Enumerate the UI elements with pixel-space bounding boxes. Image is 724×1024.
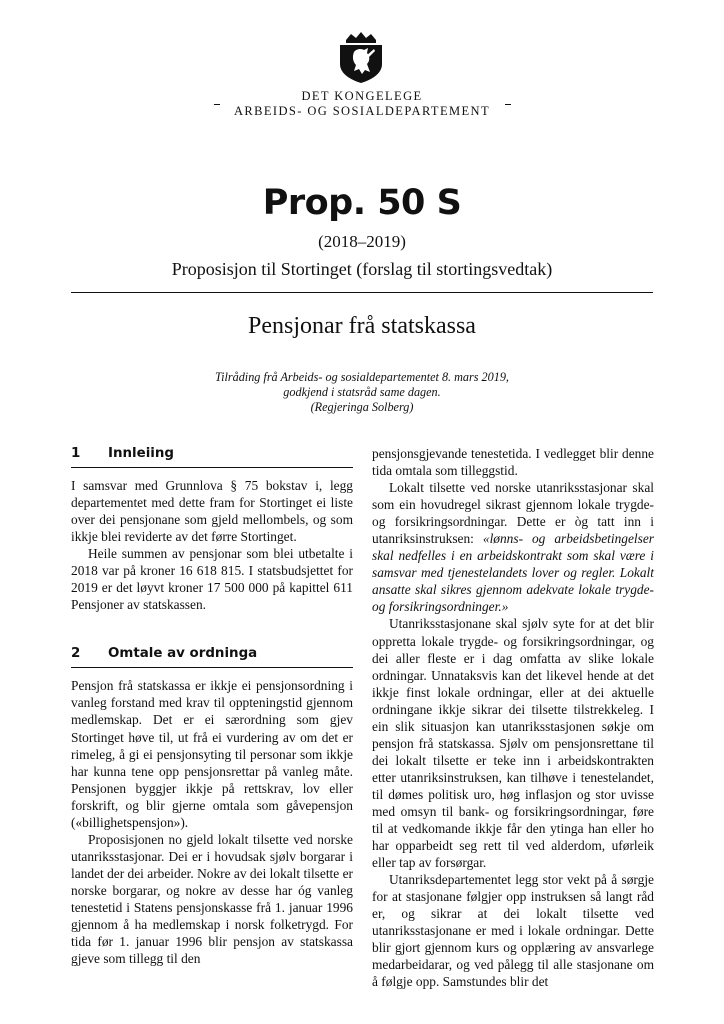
section-2-paragraph-5: Utanriksdepartementet legg stor vekt på å sørgje for at stasjonane følgjer opp instruksen så langt råd er, og sikrar at dei lokalt tilsette ved utanriksstasjonane er med i lokale ordningar. Dette blir gjort gjennom kurs og opplæring av ansvarlege medarbeidarar, og ved pålegg til alle stasjonane om å følgje opp. Samstundes blir det <box>372 872 654 990</box>
ministry-line-2: ARBEIDS- OG SOSIALDEPARTEMENT <box>233 104 491 118</box>
section-1-paragraph-1: I samsvar med Grunnlova § 75 bokstav i, legg departementet med dette fram for Stortinget ei liste over dei pensjonane som gjeld mellombels, og som ikkje blei reviderte av det førre Stortinget. <box>71 478 353 545</box>
section-2-paragraph-1: Pensjon frå statskassa er ikkje ei pensjonsordning i vanleg forstand med krav til oppteningstid gjennom medlemskap. Det er ei særordning som gjev Stortinget høve til, ut frå ei vurdering av om det er rimeleg, å gi ei pensjonsyting til personar som ikkje har kunna tene opp pensjonsrettar på vanleg måte. Pensjonen byggjer ikkje på rettskrav, lov eller forskrift, og blir gjerne omtala som gåvepensjon («billighetspensjon»). <box>71 678 353 830</box>
section-2-paragraph-2: Proposisjonen no gjeld lokalt tilsette ved norske utanriksstasjonar. Dei er i hovudsak sjølv borgarar i landet der dei arbeider. Nokre av dei lokalt tilsette er norske borgarar, og nokre av desse har óg vanleg tenestetid i Statens pensjonskasse frå 1. januar 1996 gjennom å ha medlemskap i norsk folketrygd. For tida før 1. januar 1996 blir pensjon av statskassa gjeve som tillegg til den <box>71 831 353 967</box>
title-divider <box>71 292 653 293</box>
section-2-heading <box>71 645 353 668</box>
ministry-line-1: DET KONGELEGE <box>301 89 423 103</box>
recommendation-line-2: godkjend i statsråd same dagen. <box>283 385 441 399</box>
section-1-paragraph-2: Heile summen av pensjonar som blei utbetalte i 2018 var på kroner 16 618 815. I statsbudsjettet for 2019 er det løyvt kroner 17 500 000 på kapittel 611 Pensjoner av statskassen. <box>71 546 353 613</box>
section-1-title: Innleiing <box>108 446 175 461</box>
session-years: (2018–2019) <box>318 232 406 251</box>
document-title: Pensjonar frå statskassa <box>248 313 476 339</box>
section-2-title: Omtale av ordninga <box>108 646 258 662</box>
recommendation-block <box>0 370 724 415</box>
ministry-rule-right <box>505 104 511 105</box>
proposition-number: Prop. 50 S <box>262 183 462 223</box>
paragraph-3-text: Lokalt tilsette ved norske utanriksstasjonar skal som ein hovudregel sikrast gjennom lokale trygde- og forsikringsordningar. Dette er òg tatt inn i utanriksinstruksen: <box>372 480 654 547</box>
right-column <box>372 445 654 991</box>
proposition-type: Proposisjon til Stortinget (forslag til stortingsvedtak) <box>171 259 553 279</box>
section-2-paragraph-2-continued: pensjonsgjevande tenestetida. I vedlegget blir denne tida omtala som tilleggstid. <box>372 446 654 479</box>
recommendation-line-1: Tilråding frå Arbeids- og sosialdepartementet 8. mars 2019, <box>215 370 509 384</box>
left-column <box>71 445 353 967</box>
norwegian-coat-of-arms-icon <box>337 32 385 84</box>
instruction-quote: «lønns- og arbeidsbetingelser skal nedfelles i en arbeidskontrakt som skal være i samsvar med tjenestelandets lover og regler. Lokalt ansatte skal sikres gjennom adekvate lokale trygde- og forsikringsordninger.» <box>372 531 654 615</box>
section-1-heading <box>71 445 353 468</box>
section-2-paragraph-3 <box>372 479 654 615</box>
section-2-paragraph-4: Utanriksstasjonane skal sjølv syte for at det blir oppretta lokale trygde- og forsikringsordningar, og dei aller fleste er i dag omfatta av slike lokale ordningar. Unnataksvis kan det likevel hende at det ikkje finst lokale ordningar, eller at dei aktuelle ordningane ikkje sikrar dei tilsette tilstrekkeleg. I ein slik situasjon kan utanriksstasjonen søkje om pensjon frå statskassa. Sjølv om pensjonsrettane til dei lokalt tilsette er teke inn i arbeidskontrakten etter utanriksinstruksen, kan tilhøve i tenestelandet, til dømes politisk uro, høg inflasjon og stor uvisse med omsyn til bank- og forsikringsordningar, føre til at vedkomande ikkje får den ytinga han eller ho har opparbeidt seg rett til ved alderdom, uførleik eller tap av forsørgar. <box>372 616 654 871</box>
section-2-number: 2 <box>71 646 81 662</box>
recommendation-line-3: (Regjeringa Solberg) <box>310 400 414 414</box>
section-1-number: 1 <box>71 446 81 461</box>
